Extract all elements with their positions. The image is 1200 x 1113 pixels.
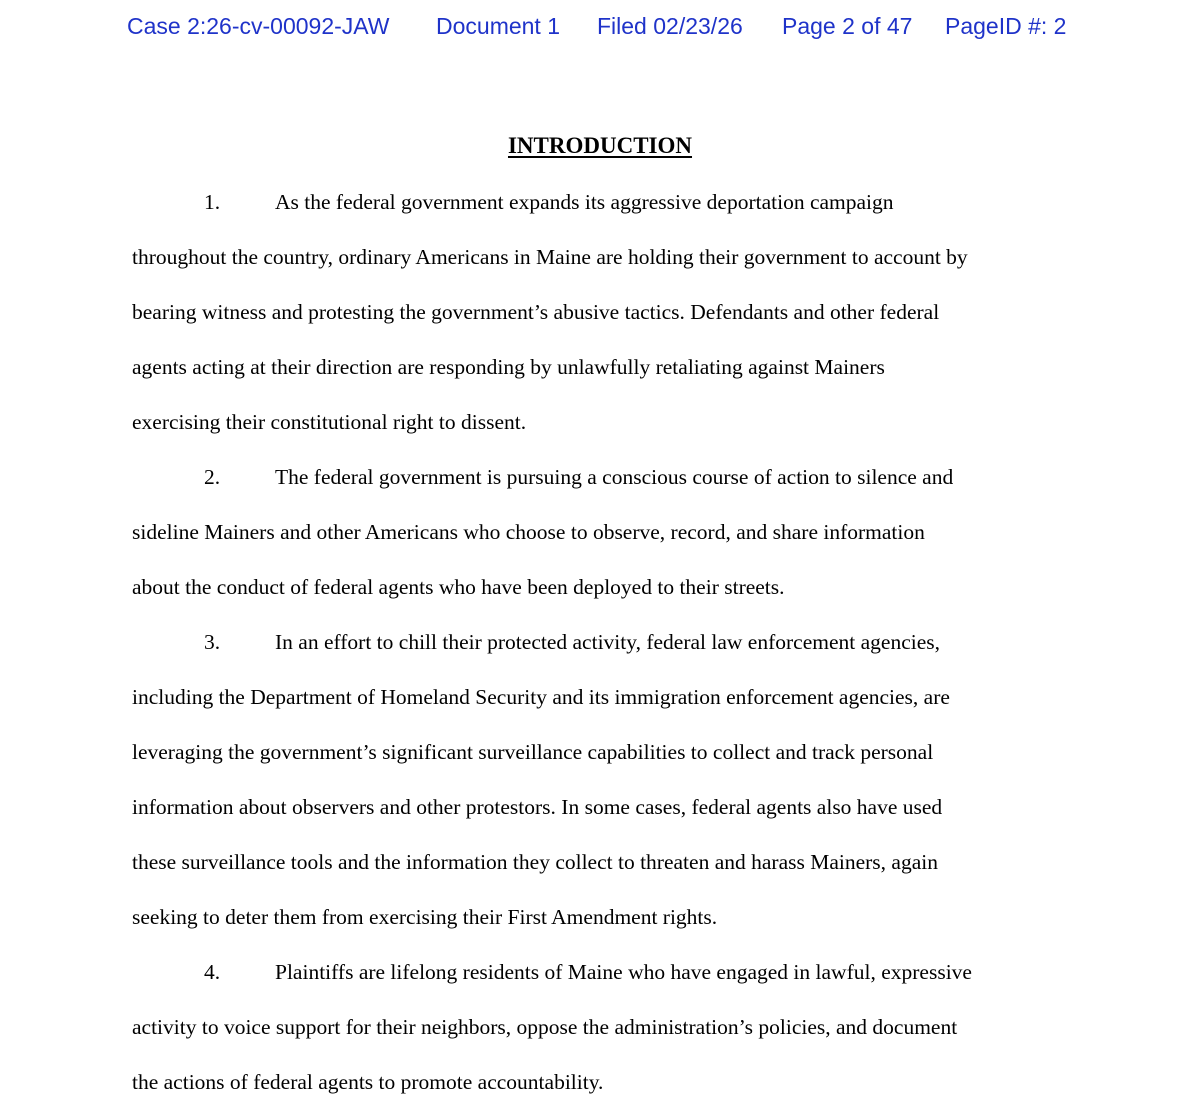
paragraph-line: bearing witness and protesting the government’s abusive tactics. Defendants and other federal bbox=[132, 300, 940, 324]
paragraph-line: information about observers and other protestors. In some cases, federal agents also have used bbox=[132, 795, 943, 819]
header-page-count: Page 2 of 47 bbox=[782, 13, 913, 39]
paragraph-line: these surveillance tools and the information they collect to threaten and harass Mainers, again bbox=[132, 850, 938, 874]
paragraph-line: seeking to deter them from exercising their First Amendment rights. bbox=[132, 905, 718, 929]
paragraph-line: As the federal government expands its aggressive deportation campaign bbox=[275, 190, 894, 214]
ecf-header bbox=[0, 8, 1200, 44]
paragraph-number: 3. bbox=[204, 630, 221, 654]
paragraph-line: including the Department of Homeland Security and its immigration enforcement agencies, are bbox=[132, 685, 950, 709]
paragraph-line: about the conduct of federal agents who have been deployed to their streets. bbox=[132, 575, 785, 599]
section-heading bbox=[0, 130, 1200, 162]
paragraph-line: The federal government is pursuing a conscious course of action to silence and bbox=[275, 465, 954, 489]
paragraph-line: activity to voice support for their neighbors, oppose the administration’s policies, and document bbox=[132, 1015, 958, 1039]
header-case-number: Case 2:26-cv-00092-JAW bbox=[127, 13, 390, 39]
header-filed-date: Filed 02/23/26 bbox=[597, 13, 743, 39]
paragraph-line: throughout the country, ordinary Americans in Maine are holding their government to account by bbox=[132, 245, 968, 269]
paragraph-line: Plaintiffs are lifelong residents of Maine who have engaged in lawful, expressive bbox=[275, 960, 972, 984]
paragraph-line: sideline Mainers and other Americans who choose to observe, record, and share information bbox=[132, 520, 925, 544]
header-document-number: Document 1 bbox=[436, 13, 561, 39]
section-heading-text: INTRODUCTION bbox=[507, 133, 693, 158]
paragraph-line: In an effort to chill their protected activity, federal law enforcement agencies, bbox=[275, 630, 940, 654]
paragraph-line: leveraging the government’s significant surveillance capabilities to collect and track personal bbox=[132, 740, 934, 764]
paragraph-line: agents acting at their direction are responding by unlawfully retaliating against Mainers bbox=[132, 355, 885, 379]
paragraph-line: exercising their constitutional right to dissent. bbox=[132, 410, 527, 434]
header-page-id: PageID #: 2 bbox=[945, 13, 1067, 39]
paragraph-line: the actions of federal agents to promote accountability. bbox=[132, 1070, 604, 1094]
paragraph-number: 4. bbox=[204, 960, 221, 984]
paragraph-number: 2. bbox=[204, 465, 221, 489]
paragraph-number: 1. bbox=[204, 190, 221, 214]
